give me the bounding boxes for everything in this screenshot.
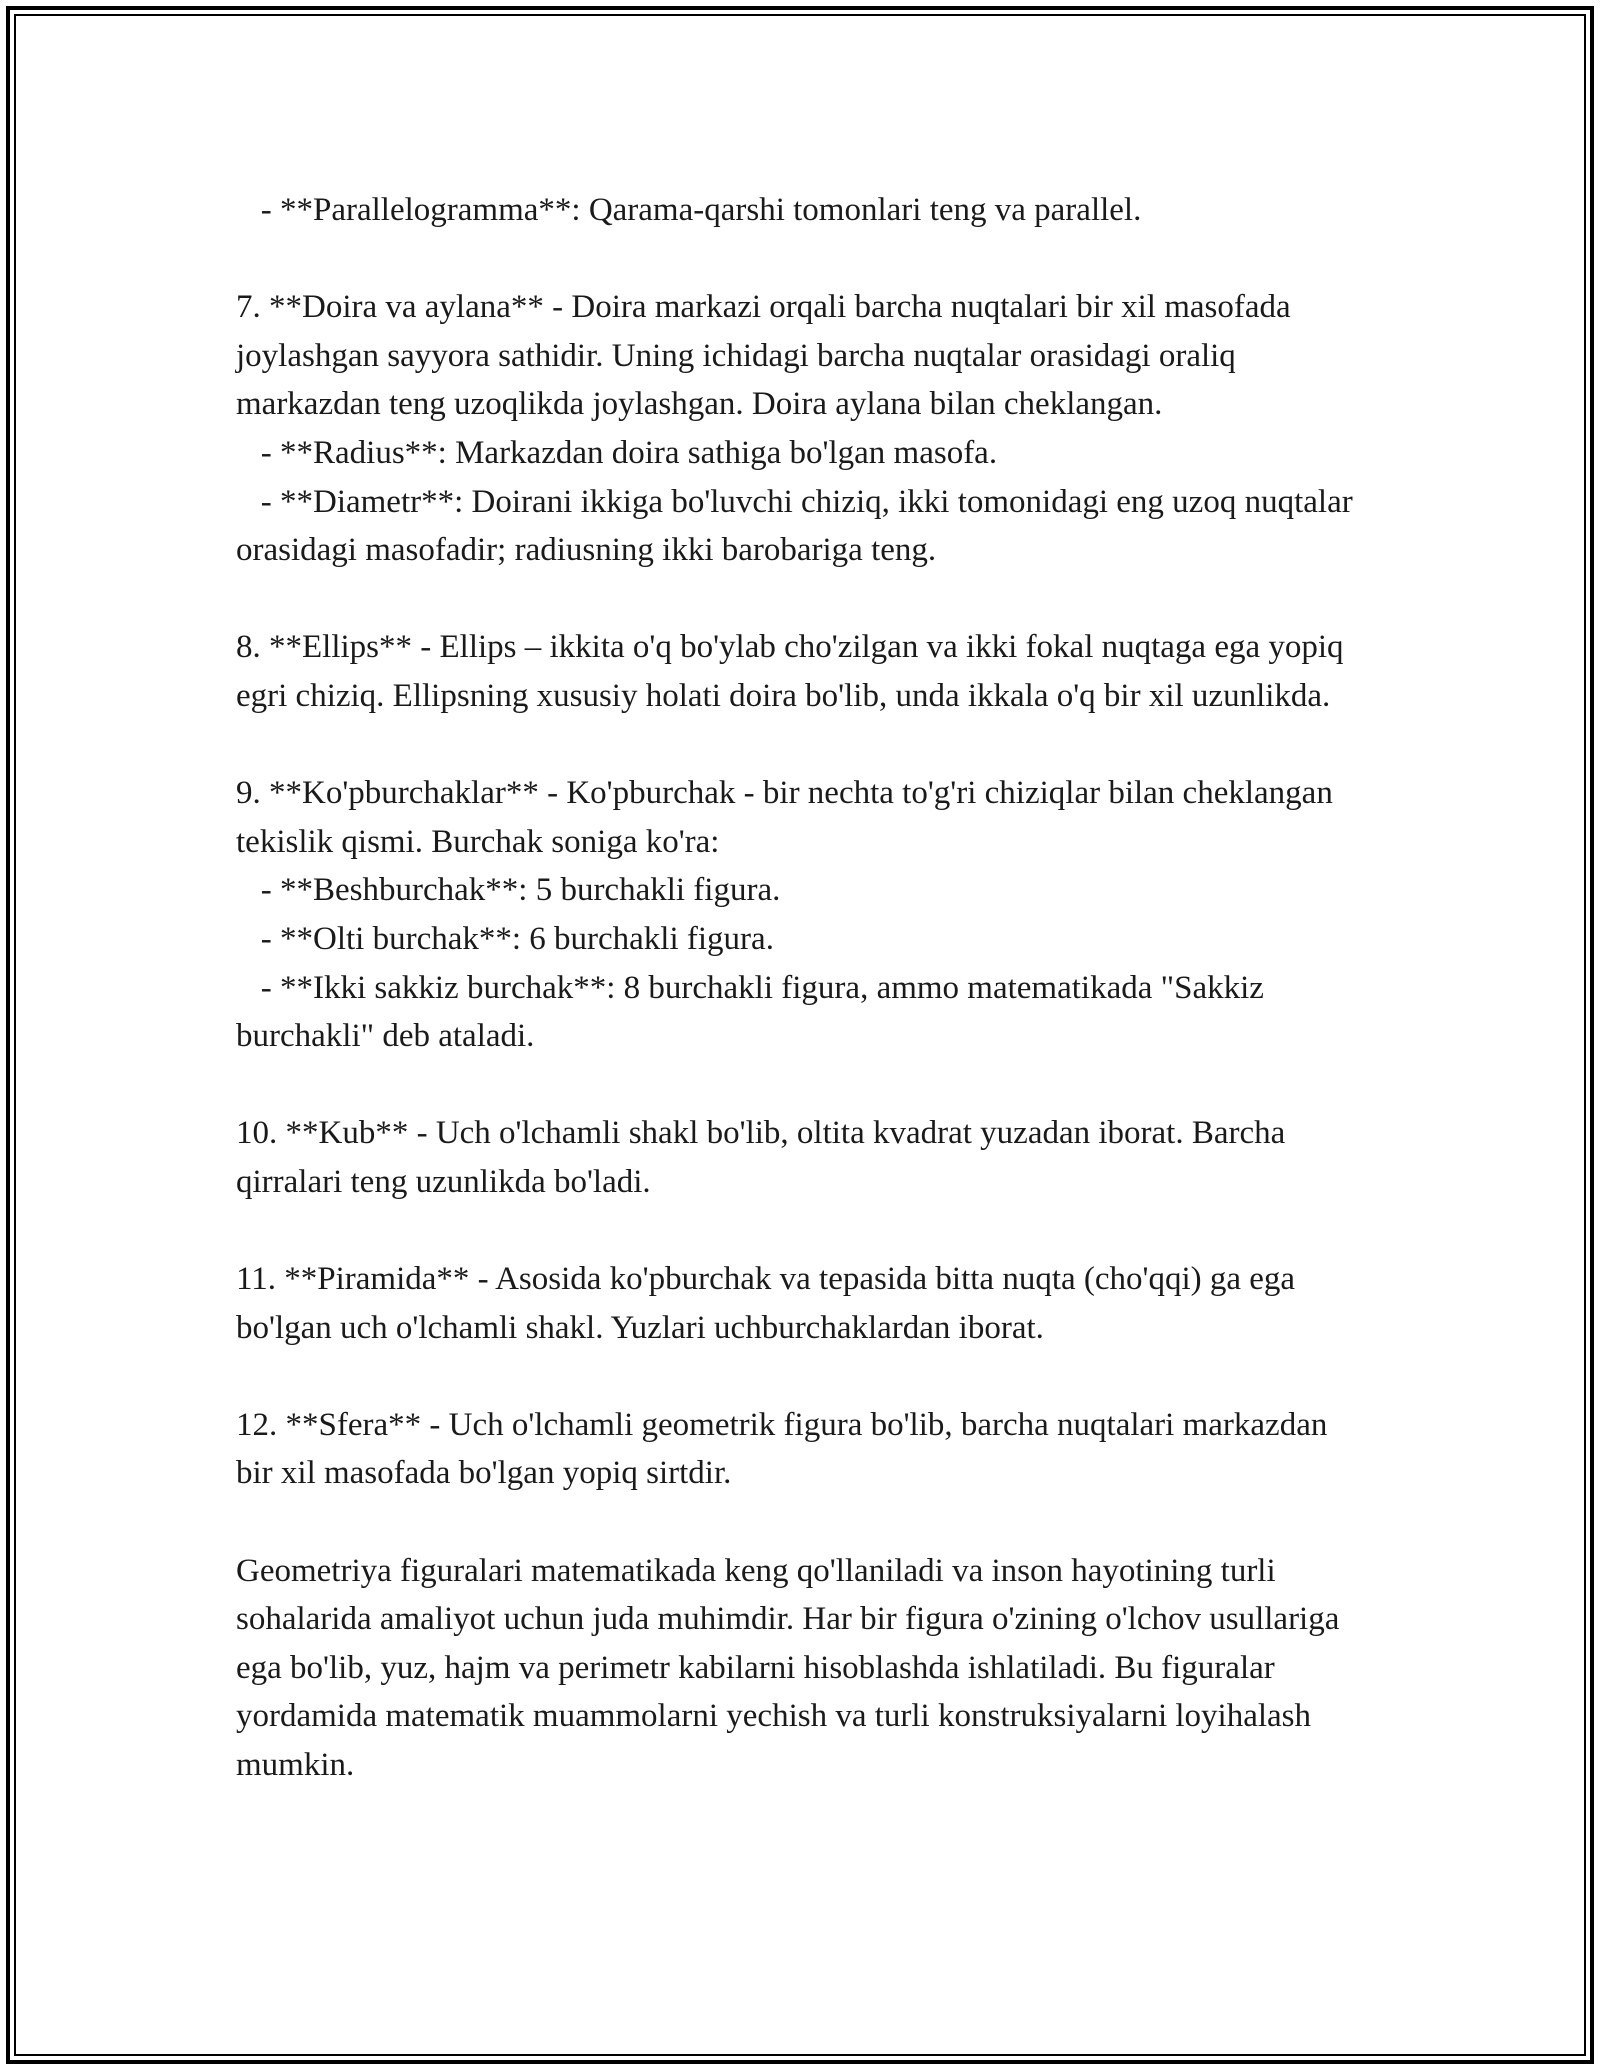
text-paragraph: 8. **Ellips** - Ellips – ikkita o'q bo'ylab cho'zilgan va ikki fokal nuqtaga ega yopiq egri chiziq. Ellipsning xususiy holati doira bo'lib, unda ikkala o'q bir xil uzunlikda. <box>236 629 1352 714</box>
paragraph-gap <box>236 235 1366 284</box>
text-paragraph: - **Diametr**: Doirani ikkiga bo'luvchi chiziq, ikki tomonidagi eng uzoq nuqtalar orasidagi masofadir; radiusning ikki barobariga teng. <box>236 483 1361 569</box>
paragraph-gap <box>236 575 1366 624</box>
text-paragraph: 12. **Sfera** - Uch o'lchamli geometrik figura bo'lib, barcha nuqtalari markazdan bir xil masofada bo'lgan yopiq sirtdir. <box>236 1406 1336 1492</box>
document-body <box>236 186 1366 1790</box>
text-paragraph: 10. **Kub** - Uch o'lchamli shakl bo'lib, oltita kvadrat yuzadan iborat. Barcha qirralari teng uzunlikda bo'ladi. <box>236 1115 1294 1200</box>
text-paragraph: - **Ikki sakkiz burchak**: 8 burchakli figura, ammo matematikada "Sakkiz burchakli" deb ataladi. <box>236 969 1273 1055</box>
text-paragraph: Geometriya figuralari matematikada keng qo'llaniladi va inson hayotining turli sohalarida amaliyot uchun juda muhimdir. Har bir figura o'zining o'lchov usullariga ega bo'lib, yuz, hajm va perimetr kabilarni hisoblashda ishlatiladi. Bu figuralar yordamida matematik muammolarni yechish va turli konstruksiyalarni loyihalash mumkin. <box>236 1552 1348 1783</box>
paragraph-gap <box>236 721 1366 770</box>
paragraph-gap <box>236 1061 1366 1110</box>
paragraph-gap <box>236 1352 1366 1401</box>
text-paragraph: 9. **Ko'pburchaklar** - Ko'pburchak - bir nechta to'g'ri chiziqlar bilan cheklangan tekislik qismi. Burchak soniga ko'ra: <box>236 775 1342 860</box>
text-paragraph: - **Radius**: Markazdan doira sathiga bo'lgan masofa. <box>236 434 998 471</box>
text-paragraph: - **Olti burchak**: 6 burchakli figura. <box>236 920 774 957</box>
text-paragraph: - **Beshburchak**: 5 burchakli figura. <box>236 872 781 909</box>
text-paragraph: - **Parallelogramma**: Qarama-qarshi tomonlari teng va parallel. <box>236 192 1142 228</box>
paragraph-gap <box>236 1206 1366 1255</box>
text-paragraph: 7. **Doira va aylana** - Doira markazi orqali barcha nuqtalari bir xil masofada joylashgan sayyora sathidir. Uning ichidagi barcha nuqtalar orasidagi oraliq markazdan teng uzoqlikda joylashgan. Doira aylana bilan cheklangan. <box>236 289 1299 423</box>
text-paragraph: 11. **Piramida** - Asosida ko'pburchak va tepasida bitta nuqta (cho'qqi) ga ega bo'lgan uch o'lchamli shakl. Yuzlari uchburchaklardan iborat. <box>236 1261 1304 1346</box>
paragraph-gap <box>236 1498 1366 1547</box>
